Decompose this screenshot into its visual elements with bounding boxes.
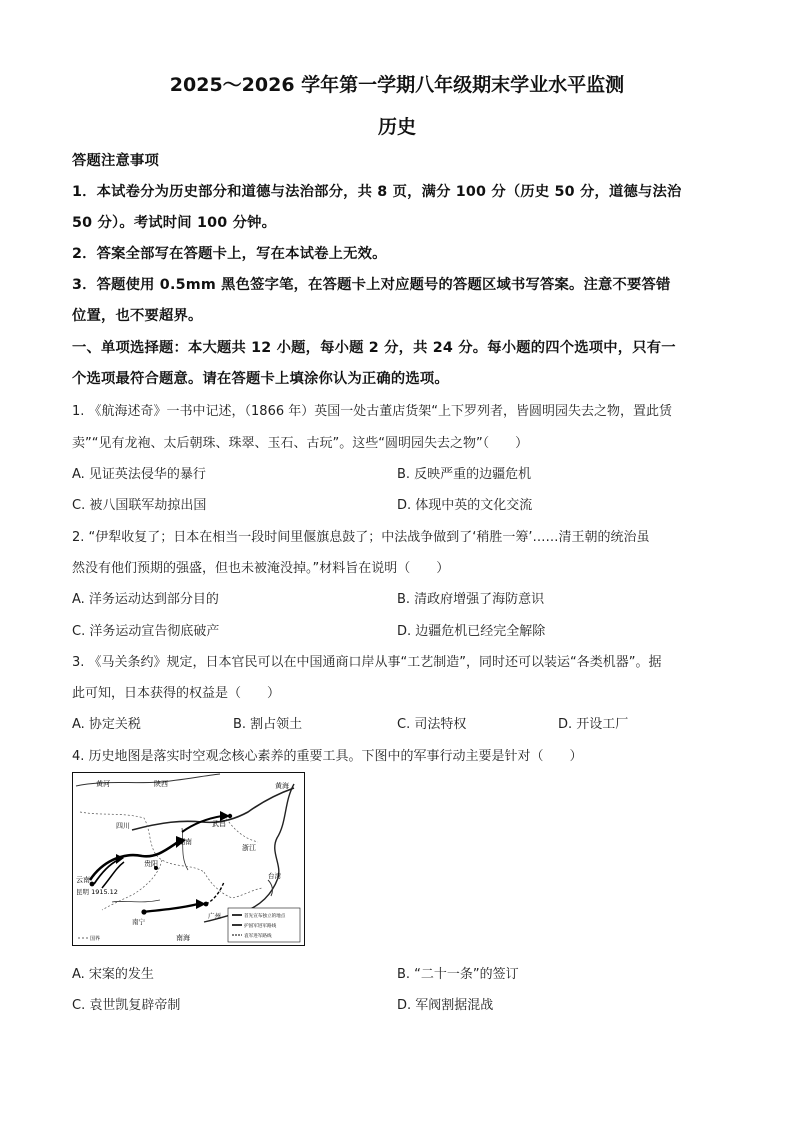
q2-stem-line2: 然没有他们预期的强盛，但也未被淹没掉。”材料旨在说明（ ） xyxy=(72,561,450,576)
q3-option-a: A. 协定关税 xyxy=(72,717,141,732)
map-label-hunan: 湖南 xyxy=(178,838,192,846)
map-label-guizhou: 贵阳 xyxy=(144,860,158,868)
q4-option-b: B. “二十一条”的签订 xyxy=(397,967,519,982)
map-label-taiwan: 台湾 xyxy=(268,872,281,880)
historical-map xyxy=(72,772,305,946)
q4-option-d: D. 军阀割据混战 xyxy=(397,998,494,1013)
map-label-kunming: 昆明 1915.12 xyxy=(76,888,118,896)
map-label-nanning: 南宁 xyxy=(132,918,145,926)
subject-title: 历史 xyxy=(377,116,416,138)
map-legend-2: 护国军进军路线 xyxy=(244,924,277,929)
q3-stem-line1: 3. 《马关条约》规定，日本官民可以在中国通商口岸从事“工艺制造”，同时还可以装运“各类机器”。据 xyxy=(72,655,662,670)
map-legend-border: 国界 xyxy=(90,936,101,942)
map-label-yellow-sea: 黄海 xyxy=(275,782,289,790)
q2-option-a: A. 洋务运动达到部分目的 xyxy=(72,592,219,607)
q3-option-b: B. 割占领土 xyxy=(233,717,303,732)
q2-option-d: D. 边疆危机已经完全解除 xyxy=(397,624,546,639)
section-heading-line2: 个选项最符合题意。请在答题卡上填涂你认为正确的选项。 xyxy=(72,371,449,387)
map-label-wuchang: 武昌 xyxy=(212,820,226,828)
q3-option-d: D. 开设工厂 xyxy=(558,717,629,732)
section-heading-line1: 一、单项选择题：本大题共 12 小题，每小题 2 分，共 24 分。每小题的四个选项中，只有一 xyxy=(72,340,676,356)
q2-stem-line1: 2. “伊犁收复了；日本在相当一段时间里偃旗息鼓了；中法战争做到了‘稍胜一筹’……清王朝的统治虽 xyxy=(72,530,650,545)
notice-heading: 答题注意事项 xyxy=(72,153,159,169)
q2-option-b: B. 清政府增强了海防意识 xyxy=(397,592,545,607)
notice-1-line2: 50 分）。考试时间 100 分钟。 xyxy=(72,215,277,231)
notice-3-line2: 位置，也不要超界。 xyxy=(72,308,203,324)
q4-option-c: C. 袁世凯复辟帝制 xyxy=(72,998,181,1013)
q1-option-a: A. 见证英法侵华的暴行 xyxy=(72,467,206,482)
q1-option-d: D. 体现中英的文化交流 xyxy=(397,498,533,513)
q4-stem: 4. 历史地图是落实时空观念核心素养的重要工具。下图中的军事行动主要是针对（ ） xyxy=(72,749,583,764)
notice-1-line1: 1．本试卷分为历史部分和道德与法治部分，共 8 页，满分 100 分（历史 50 分，道德与法治 xyxy=(72,184,682,200)
q1-stem-line1: 1. 《航海述奇》一书中记述，（1866 年）英国一处古董店货架“上下罗列者，皆圆明园失去之物，置此赁 xyxy=(72,404,672,419)
notice-2: 2．答案全部写在答题卡上，写在本试卷上无效。 xyxy=(72,246,387,262)
q1-stem-line2: 卖”“见有龙袍、太后朝珠、珠翠、玉石、古玩”。这些“圆明园失去之物”（ ） xyxy=(72,436,529,451)
map-legend-3: 袁军进军路线 xyxy=(244,934,272,939)
map-label-south-china-sea: 南海 xyxy=(176,934,190,942)
map-label-shaanxi: 陕西 xyxy=(154,780,168,788)
q2-option-c: C. 洋务运动宣告彻底破产 xyxy=(72,624,220,639)
map-label-guangzhou: 广州 xyxy=(208,912,221,920)
map-label-yellow-river: 黄河 xyxy=(96,780,110,788)
q3-option-c: C. 司法特权 xyxy=(397,717,467,732)
notice-3-line1: 3．答题使用 0.5mm 黑色签字笔，在答题卡上对应题号的答题区域书写答案。注意不要答错 xyxy=(72,277,671,293)
exam-title: 2025～2026 学年第一学期八年级期末学业水平监测 xyxy=(169,74,625,96)
q1-option-b: B. 反映严重的边疆危机 xyxy=(397,467,532,482)
map-label-yunnan: 云南 xyxy=(76,876,90,884)
map-legend-1: 首先宣布独立的地点 xyxy=(244,914,286,919)
q1-option-c: C. 被八国联军劫掠出国 xyxy=(72,498,207,513)
q3-stem-line2: 此可知，日本获得的权益是（ ） xyxy=(72,686,281,701)
q4-option-a: A. 宋案的发生 xyxy=(72,967,154,982)
map-label-sichuan: 四川 xyxy=(116,822,130,830)
map-label-zhejiang: 浙江 xyxy=(242,844,256,852)
